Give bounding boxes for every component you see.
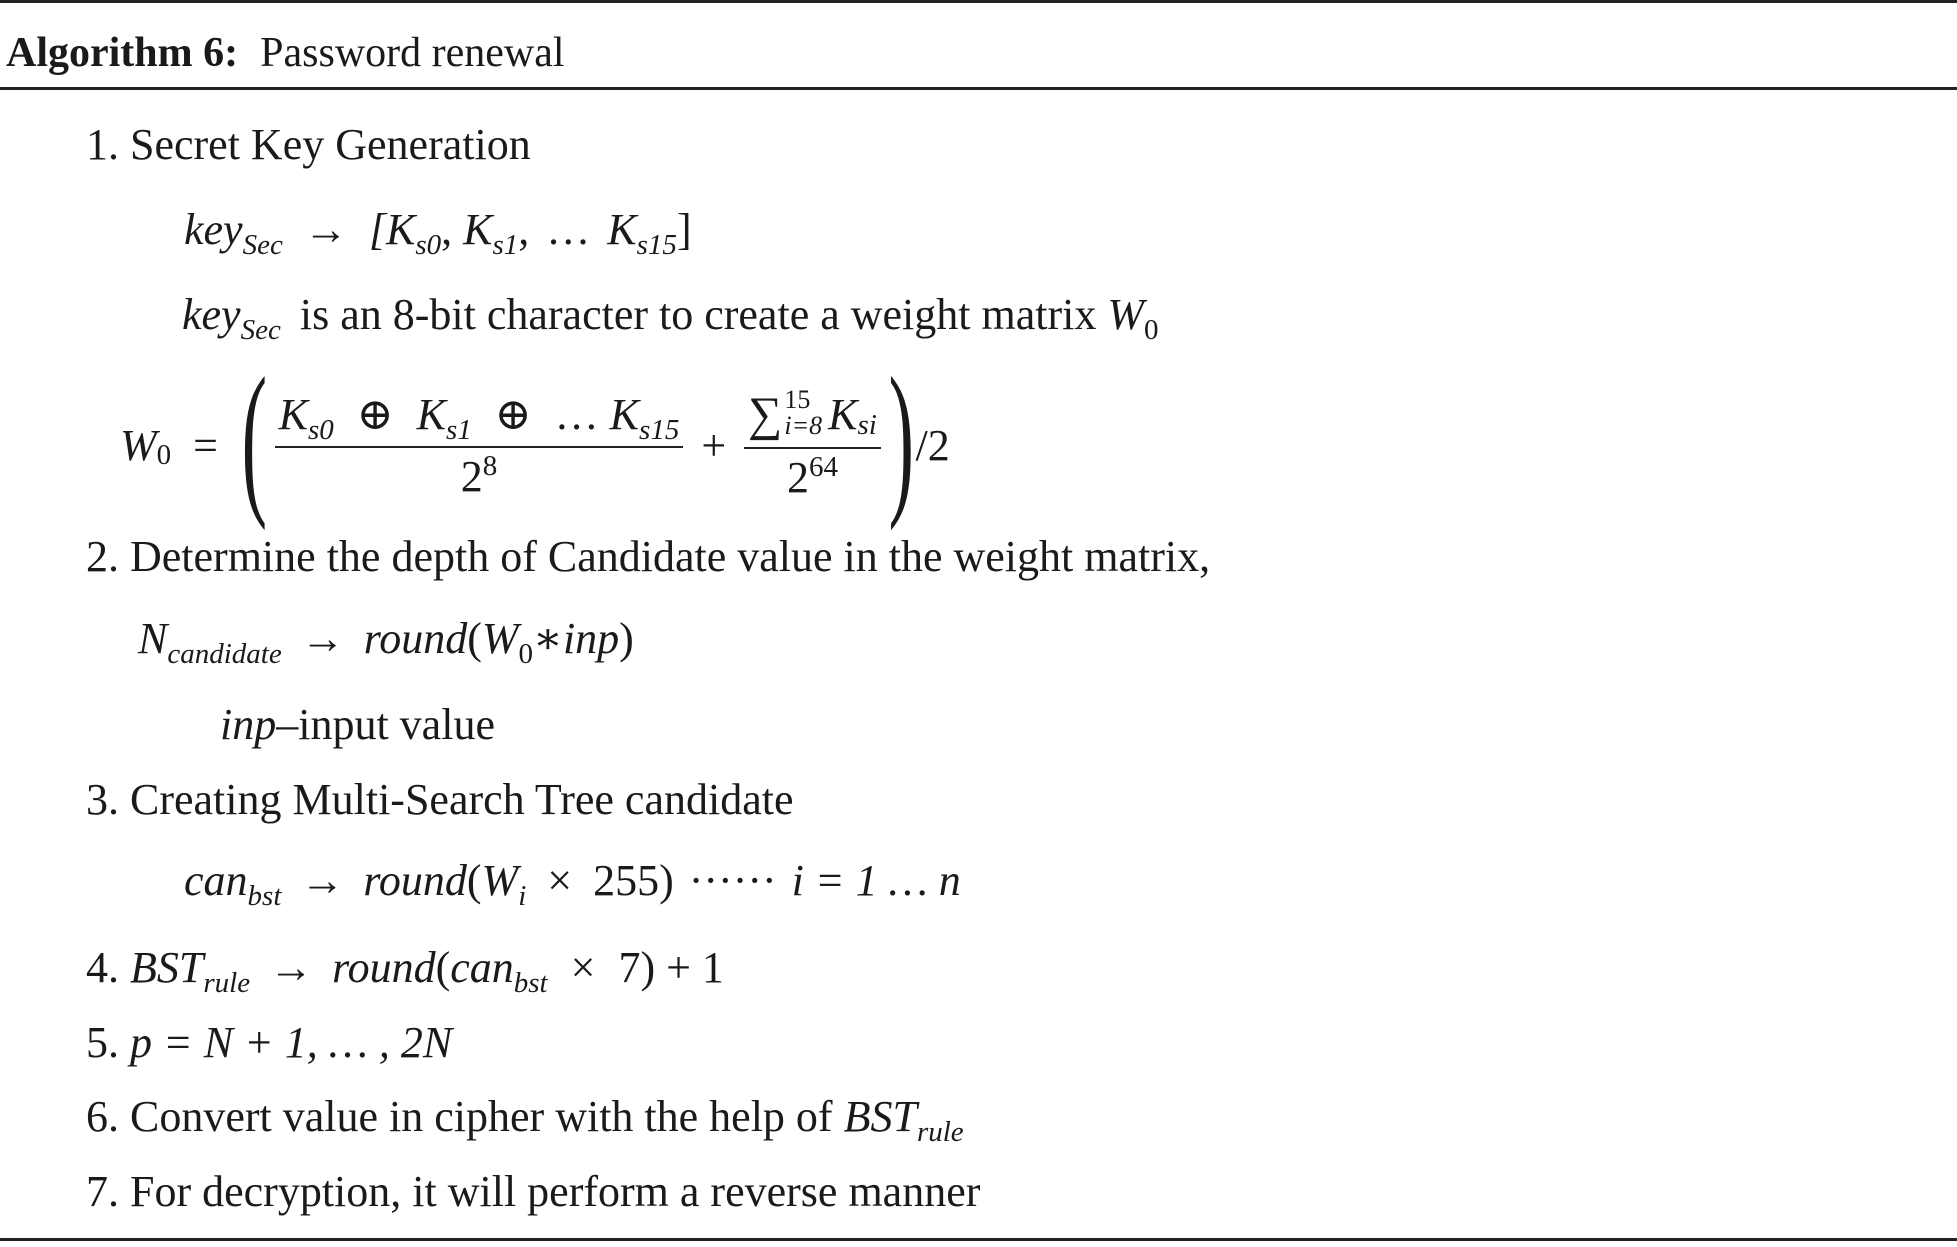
- step-2-text: Determine the depth of Candidate value in the weight matrix,: [130, 532, 1211, 581]
- step-5: 5. p = N + 1, … , 2N: [86, 1018, 453, 1067]
- right-paren: ): [888, 343, 914, 531]
- step-3: [86, 775, 793, 825]
- xor-fraction: $\frac{K_{s0} \oplus K_{s1} \oplus \dots K_{s15}}{2^8}$: [275, 388, 684, 502]
- inp-description: inp–input value: [220, 700, 495, 749]
- algorithm-label: Algorithm 6:: [6, 30, 239, 76]
- header-rule: [0, 87, 1957, 90]
- step-6-text: Convert value in cipher with the help of: [130, 1092, 833, 1141]
- step-1-number: 1.: [86, 120, 119, 169]
- candidate-bst-formula: $can_{bst} \to round(W_i \times 255)$ ······ i = 1 … n: [184, 856, 961, 912]
- algorithm-header: [6, 28, 565, 78]
- key-generation-formula: $key_{Sec} \to [K_{s0}$, $K_{s1}$, … $K_{s15}$]: [184, 205, 692, 261]
- step-4-number: 4.: [86, 943, 119, 992]
- step-1-text: Secret Key Generation: [130, 120, 531, 169]
- algorithm-title: Password renewal: [260, 30, 565, 76]
- top-rule: [0, 0, 1957, 3]
- step-2-number: 2.: [86, 532, 119, 581]
- step-7-text: For decryption, it will perform a reverse manner: [130, 1167, 981, 1216]
- step-3-number: 3.: [86, 775, 119, 824]
- weight-matrix-equation: W $_0$ = ( $\frac{K_{s0} \oplus K_{s1} \oplus \dots K_{s15}}{2^8}$ + ∑ 15 i=8 K $_{si}$ $2^{64}$ ) /2: [120, 343, 950, 531]
- sum-fraction: ∑ 15 i=8 K $_{si}$ $2^{64}$: [744, 388, 881, 503]
- step-6-number: 6.: [86, 1092, 119, 1141]
- candidate-formula: $N_{candidate}$ → $round(W_0∗inp)$: [138, 614, 634, 670]
- step-7-number: 7.: [86, 1167, 119, 1216]
- step-6: 6. Convert value in cipher with the help of $BST_{rule}$: [86, 1092, 964, 1148]
- left-paren: (: [241, 343, 268, 531]
- step-2: [86, 532, 1210, 582]
- bottom-rule: [0, 1238, 1957, 1241]
- step-3-text: Creating Multi-Search Tree candidate: [130, 775, 794, 824]
- key-description: key$_{Sec}$ is an 8-bit character to create a weight matrix $W_0$: [182, 290, 1159, 346]
- step-5-number: 5.: [86, 1018, 119, 1067]
- step-4: 4. $BST_{rule}$ → round(can$_{bst}$ × 7) + 1: [86, 943, 724, 999]
- step-1: [86, 120, 531, 170]
- sum-symbol: ∑: [748, 387, 783, 441]
- step-7: [86, 1167, 980, 1217]
